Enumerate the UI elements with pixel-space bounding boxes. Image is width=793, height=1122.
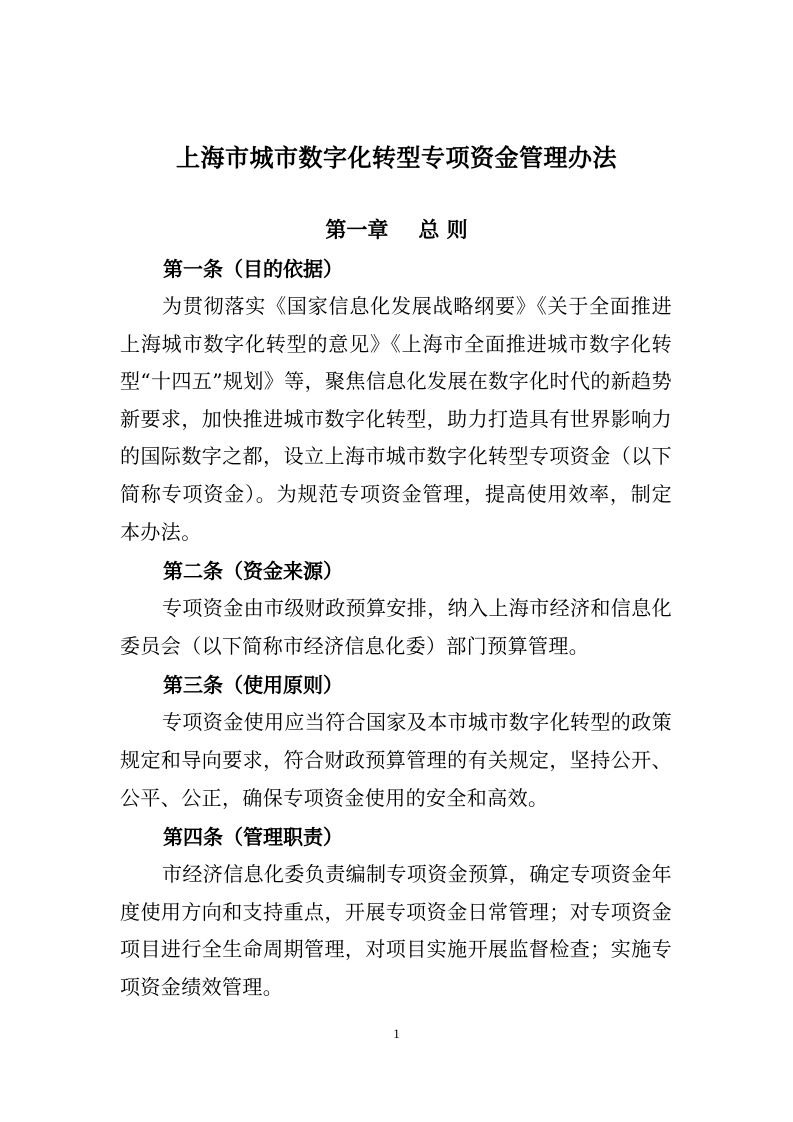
article-heading: 第一条（目的依据） [163, 257, 343, 281]
article-heading: 第四条（管理职责） [163, 825, 343, 850]
article-paragraph: 专项资金由市级财政预算安排，纳入上海市经济和信息化委员会（以下简称市经济信息化委）部门预算管理。 [120, 596, 672, 658]
document-title: 上海市城市数字化转型专项资金管理办法 [176, 143, 617, 172]
article-4 [120, 818, 672, 1006]
chapter-name: 总 则 [418, 218, 468, 242]
page-number: 1 [393, 1026, 400, 1041]
article-paragraph: 为贯彻落实《国家信息化发展战略纲要》《关于全面推进上海城市数字化转型的意见》《上海市全面推进城市数字化转型“十四五”规划》等，聚焦信息化发展在数字化时代的新趋势新要求，加快推进城市数字化转型，助力打造具有世界影响力的国际数字之都，设立上海市城市数字化转型专项资金（以下简称专项资金）。为规范专项资金管理，提高使用效率，制定本办法。 [120, 294, 672, 544]
article-paragraph: 市经济信息化委负责编制专项资金预算，确定专项资金年度使用方向和支持重点，开展专项资金日常管理；对专项资金项目进行全生命周期管理，对项目实施开展监督检查；实施专项资金绩效管理。 [120, 862, 672, 999]
chapter-number: 第一章 [325, 218, 389, 242]
article-1 [120, 250, 672, 551]
article-heading: 第二条（资金来源） [163, 559, 343, 584]
article-2 [120, 552, 672, 665]
document-body [120, 250, 672, 1008]
chapter-title [118, 214, 675, 244]
article-paragraph: 专项资金使用应当符合国家及本市城市数字化转型的政策规定和导向要求，符合财政预算管理的有关规定，坚持公开、公平、公正，确保专项资金使用的安全和高效。 [120, 710, 672, 810]
article-3 [120, 666, 672, 817]
article-heading: 第三条（使用原则） [163, 673, 343, 698]
